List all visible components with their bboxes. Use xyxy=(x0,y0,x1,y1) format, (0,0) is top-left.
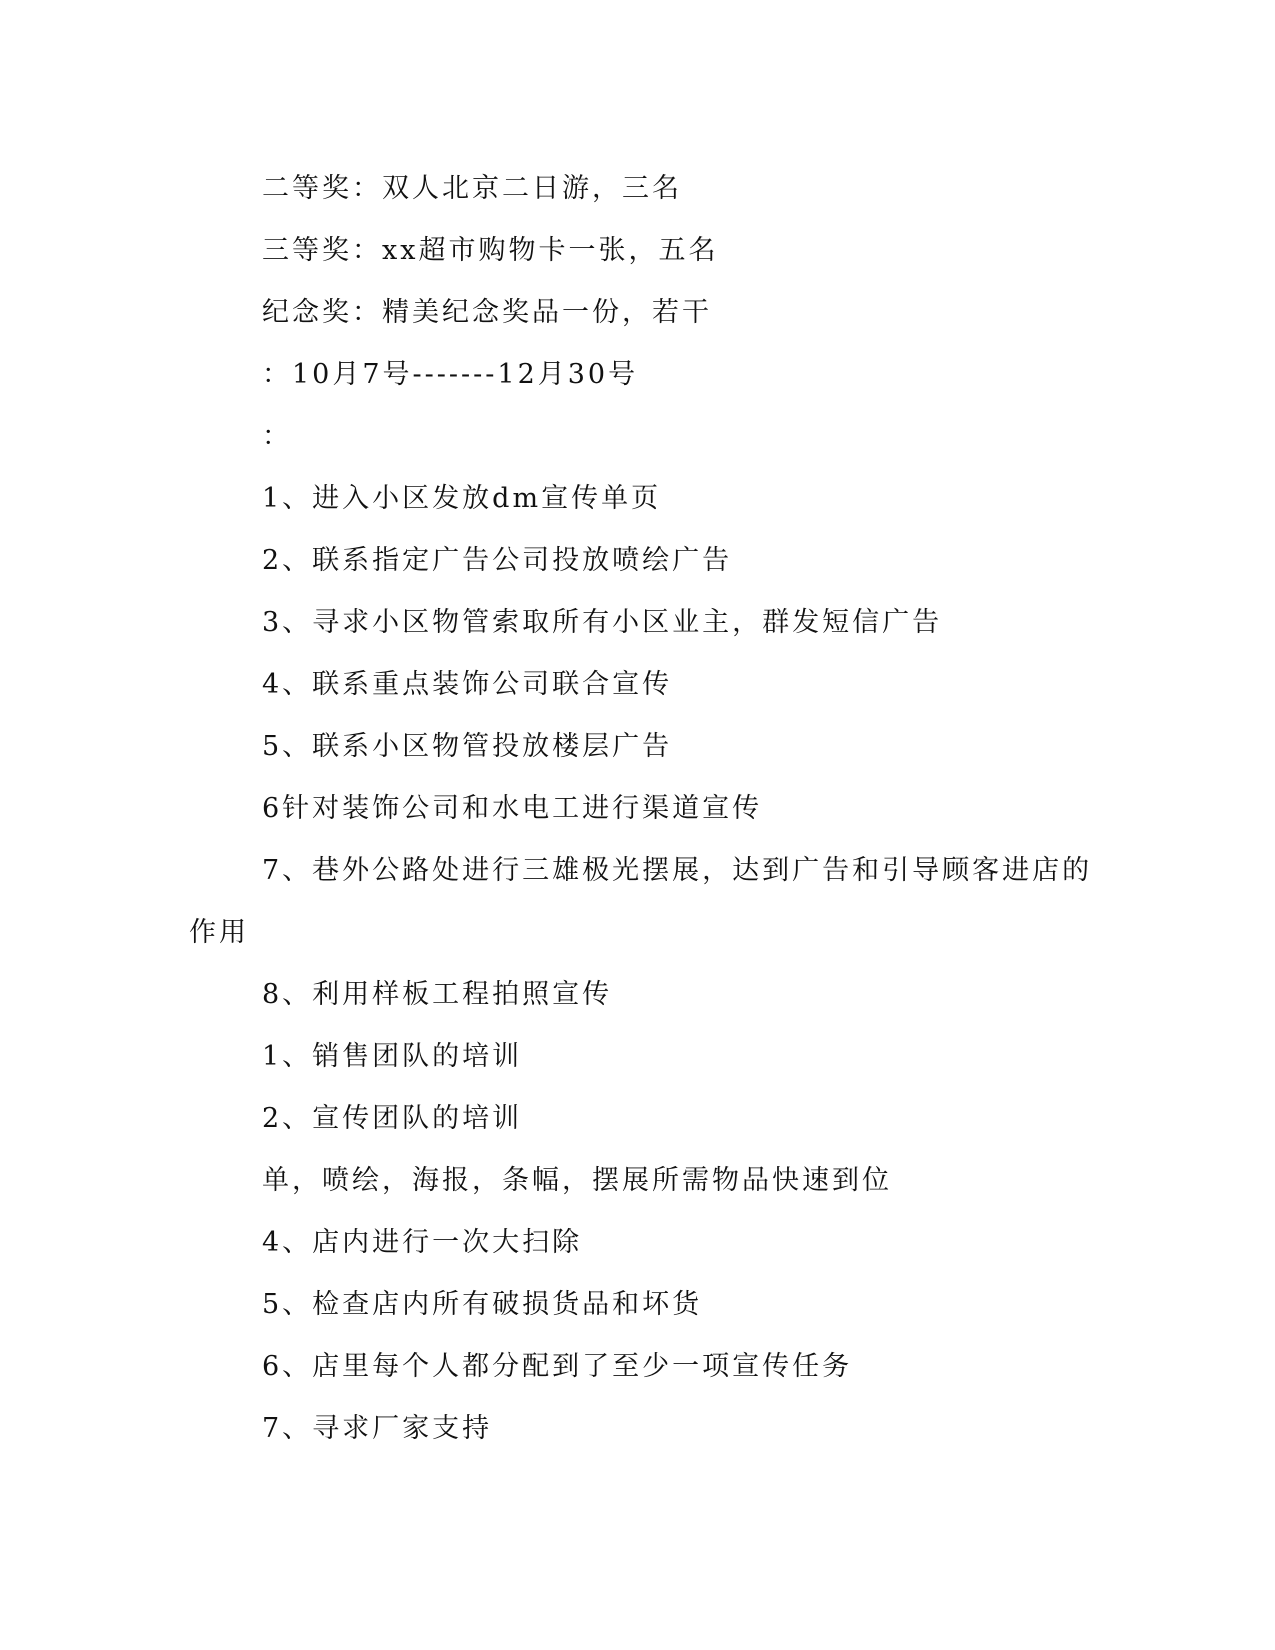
text-line: 2、联系指定广告公司投放喷绘广告 xyxy=(262,545,733,576)
text-line: 纪念奖：精美纪念奖品一份，若干 xyxy=(262,297,712,328)
text-line: 6针对装饰公司和水电工进行渠道宣传 xyxy=(262,793,763,824)
text-line: 作用 xyxy=(189,917,249,948)
document-body xyxy=(189,158,1093,1460)
text-line: 单，喷绘，海报，条幅，摆展所需物品快速到位 xyxy=(262,1165,892,1196)
text-line: ： xyxy=(262,421,292,452)
text-line: 5、检查店内所有破损货品和坏货 xyxy=(262,1289,703,1320)
text-line: 5、联系小区物管投放楼层广告 xyxy=(262,731,673,762)
text-line: 7、寻求厂家支持 xyxy=(262,1413,493,1444)
text-line: 1、进入小区发放dm宣传单页 xyxy=(262,483,662,514)
text-line: 4、店内进行一次大扫除 xyxy=(262,1227,583,1258)
text-line: 7、巷外公路处进行三雄极光摆展，达到广告和引导顾客进店的 xyxy=(262,855,1093,886)
text-line: 3、寻求小区物管索取所有小区业主，群发短信广告 xyxy=(262,607,943,638)
text-line: 二等奖：双人北京二日游，三名 xyxy=(262,173,682,204)
text-line: 8、利用样板工程拍照宣传 xyxy=(262,979,613,1010)
text-line: 1、销售团队的培训 xyxy=(262,1041,523,1072)
text-line: 三等奖：xx超市购物卡一张，五名 xyxy=(262,235,719,266)
text-line: 6、店里每个人都分配到了至少一项宣传任务 xyxy=(262,1351,853,1382)
text-line: ：10月7号-------12月30号 xyxy=(262,359,639,390)
text-line: 4、联系重点装饰公司联合宣传 xyxy=(262,669,673,700)
text-line: 2、宣传团队的培训 xyxy=(262,1103,523,1134)
